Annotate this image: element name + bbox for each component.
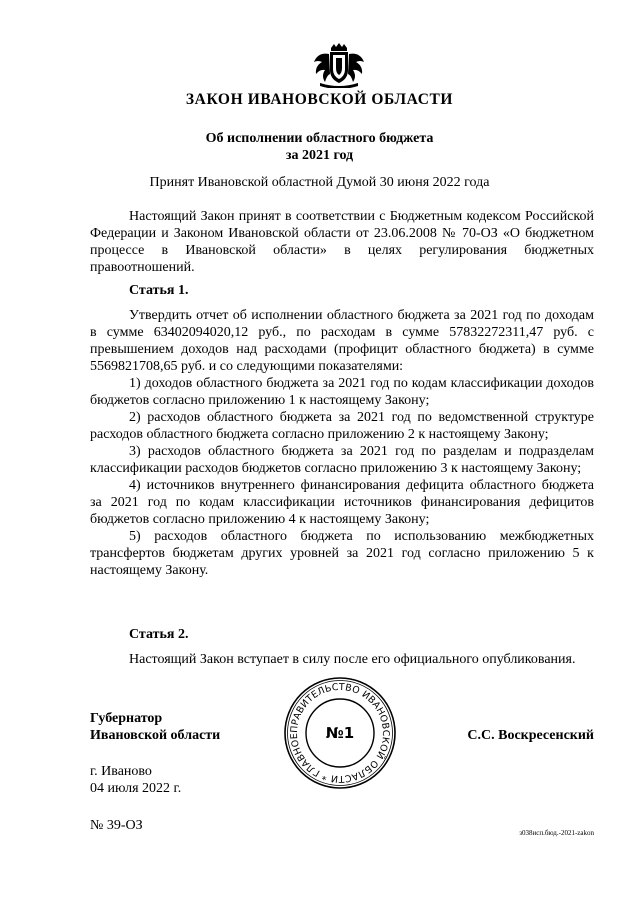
subtitle-line: Об исполнении областного бюджета [205,131,434,146]
governor-line: Губернатор [90,711,163,726]
subtitle-line: за 2021 год [285,148,354,163]
stamp-center-number: №1 [325,724,355,742]
law-title: ЗАКОН ИВАНОВСКОЙ ОБЛАСТИ [185,91,454,108]
adoption-line: Принят Ивановской областной Думой 30 июня 2022 года [149,175,490,190]
article-1-heading-block [90,282,594,299]
article-1-item: 3) расходов областного бюджета за 2021 год по разделам и подразделам классификации расходов бюджетов согласно приложению 3 к настоящему Закону; [90,444,594,476]
article-1-item: 2) расходов областного бюджета за 2021 год по ведомственной структуре расходов областного бюджета согласно приложению 2 к настоящему Закону; [90,410,594,442]
governor-title [90,710,220,744]
governor-line: Ивановской области [90,728,221,743]
article-1-paragraph: Утвердить отчет об исполнении областного бюджета за 2021 год по доходам в сумме 63402094020,12 руб., по расходам в сумме 57832272311,47 руб. с превышением доходов над расходами (профицит областного бюджета) в сумме 5569821708,65 руб. и со следующими показателями: [90,308,594,374]
city: г. Иваново [90,764,152,779]
article-1-body [90,307,594,579]
stamp-ring-text: ПРАВИТЕЛЬСТВО ИВАНОВСКОЙ ОБЛАСТИ * ГЛАВНОЕ [288,681,392,785]
article-1-item: 5) расходов областного бюджета по использованию межбюджетных трансфертов бюджетам других уровней за 2021 год согласно приложению 5 к настоящему Закону. [90,529,594,578]
preamble-text: Настоящий Закон принят в соответствии с Бюджетным кодексом Российской Федерации и Законом Ивановской области от 23.06.2008 № 70-ОЗ «О бюджетном процессе в Ивановской области» в целях регулирования бюджетных правоотношений. [90,209,594,275]
article-2-text: Настоящий Закон вступает в силу после его официального опубликования. [129,652,576,667]
article-1-item: 1) доходов областного бюджета за 2021 год по кодам классификации доходов бюджетов согласно приложению 1 к настоящему Закону; [90,376,594,408]
signing-date: 04 июля 2022 г. [90,781,182,796]
place-date [90,763,181,797]
article-2-heading-block [90,626,594,643]
article-2-heading: Статья 2. [129,627,189,642]
official-stamp [283,676,397,790]
article-1-item: 4) источников внутреннего финансирования дефицита областного бюджета за 2021 год по кодам классификации источников финансирования дефицитов бюджетов согласно приложению 4 к настоящему Закону; [90,478,594,527]
article-1-heading: Статья 1. [129,283,189,298]
law-number: № 39-ОЗ [90,818,143,833]
coat-of-arms-icon [300,42,378,88]
coat-of-arms-emblem [300,42,378,88]
file-reference: з038исп.бюд.-2021-zakon [519,829,594,837]
article-2-body [90,651,594,668]
stamp-seal-icon [283,676,397,790]
signer-name: С.С. Воскресенский [467,728,594,743]
preamble [90,208,594,276]
law-subtitle [0,130,639,164]
